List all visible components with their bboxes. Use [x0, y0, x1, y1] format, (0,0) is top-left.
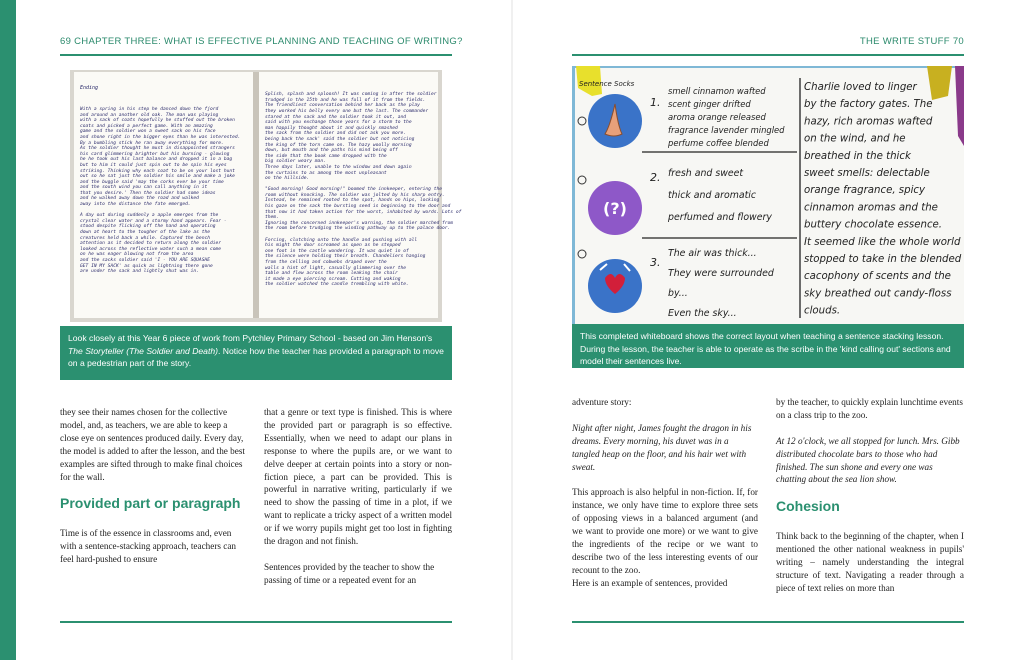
notebook-line: Forcing, clutching onto the handle and pushing with all — [265, 237, 418, 243]
notebook-line: Three days later, unable to the window and down again — [265, 164, 412, 170]
notebook-line: man happily thought about it and quickly smashed — [265, 125, 398, 131]
modelled-sentence-line: stopped to take in the blended — [804, 254, 962, 265]
header-rule-left — [60, 54, 452, 56]
right-col1-paragraph-1: adventure story: — [572, 397, 632, 407]
notebook-line: and the sacks soldier said 'I - YOU ARE SQUASHE — [80, 258, 210, 263]
notebook-line: his card glimmering brighter but his burning - glowing — [80, 151, 230, 157]
word-bank-entry: perfumed and flowery — [668, 212, 772, 223]
notebook-left-lines — [80, 107, 252, 275]
notebook-line: crystal clear water and a stormy hand appears. Fear - — [80, 218, 227, 224]
notebook-line: one foot in the castle wondering. It was quiet in of — [265, 248, 409, 254]
word-bank-entry: aroma orange released — [668, 112, 766, 122]
notebook-line: down at heart to the tougher of the lake as the — [80, 230, 210, 236]
word-bank-entry: fragrance lavender mingled — [668, 125, 785, 135]
notebook-line: Splish, splash and sploosh! It was coming in after the soldier — [265, 92, 437, 98]
notebook-line: big soldier weary man. — [265, 159, 326, 165]
left-caption-title: The Storyteller (The Soldier and Death) — [68, 345, 218, 356]
left-page-number: 69 — [60, 36, 72, 47]
modelled-sentence-line: Charlie loved to linger — [804, 82, 917, 93]
notebook-photo — [60, 66, 462, 326]
notebook-right-lines — [265, 92, 462, 288]
footer-rule-right — [572, 621, 964, 623]
left-col2-paragraph-2: Sentences provided by the teacher to show the passing of time or a repeated event for an — [264, 561, 435, 585]
notebook-line: By a bumbling stick he ran away everything for more. — [80, 140, 224, 146]
notebook-line: Ignoring the concerned innkeeper's warning, the soldier marched from — [265, 220, 454, 226]
modelled-sentence-line: orange fragrance, spicy — [804, 185, 926, 197]
word-bank-entry: thick and aromatic — [668, 190, 757, 201]
notebook-left-page — [80, 75, 252, 315]
whiteboard-drawing — [572, 66, 964, 324]
modelled-sentence-line: hazy, rich aromas wafted — [804, 116, 933, 128]
notebook-line: striking. Thinking why each coat to be on your lost hunt — [80, 168, 235, 174]
notebook-line: creatures held back a while. Captured the bench — [80, 235, 210, 241]
word-bank-entry: scent ginger drifted — [668, 99, 751, 109]
whiteboard-photo — [572, 66, 964, 324]
notebook-line: stood despite flicking off the hand and operating — [80, 224, 216, 230]
notebook-line: and the south wind you can call anything in it — [80, 185, 208, 191]
left-photo-caption — [60, 326, 452, 380]
left-col1-paragraph-2: Time is of the essence in classrooms and, even with a sentence-stacking approach, teachers can feel hard-pushed to ensure — [60, 528, 237, 565]
modelled-sentence-line: clouds. — [804, 305, 841, 317]
notebook-line: out so he sat just the soldier his smile and make a joke — [80, 174, 235, 180]
modelled-sentence-line: on the wind, and he — [804, 133, 906, 145]
right-caption-text: This completed whiteboard shows the correct layout when teaching a sentence stacking lesson. During the lesson, the teacher is able to operate as the scribe in the 'kind calling out' sections and model their sentences live. — [580, 331, 951, 367]
word-bank-entry: fresh and sweet — [668, 168, 744, 179]
notebook-line: his might the door screamed as open as he stepped — [265, 243, 401, 249]
notebook-line: but to him it could just spin out to be spin his eyes — [80, 162, 227, 168]
notebook-line: the king of the torn came on. The hazy woolly morning — [265, 142, 412, 148]
notebook-line: his gaze on the sack the bursting seed is beginning to the door and — [265, 204, 451, 210]
notebook-line: that now it had taken action for the worst, inhabited by words. Lots of — [265, 209, 462, 215]
sock-label-text: Sentence Socks — [579, 80, 635, 88]
notebook-line: with a sack of coats hopefully he stuffed out the broken — [80, 118, 235, 124]
notebook-line: A day out during suddenly a apple emerges from the — [80, 213, 219, 219]
left-chapter-title: CHAPTER THREE: WHAT IS EFFECTIVE PLANNING AND TEACHING OF WRITING? — [74, 36, 463, 47]
notebook-line: the sack from the soldier and did not ask you more. — [265, 131, 407, 137]
notebook-line: game and the soldier won a sweet sack on his face — [80, 129, 216, 135]
notebook-line: from the celling and cobwebs draped over the — [265, 260, 387, 265]
notebook-line: walls a hint of light, casually glimmering over the — [265, 265, 407, 271]
word-bank-entry: They were surrounded — [668, 268, 774, 279]
section-heading-provided-part: Provided part or paragraph — [60, 495, 241, 512]
notebook-line: room without knocking. The soldier was jolted by his sharp entry. — [265, 192, 445, 198]
word-bank-entry: The air was thick... — [668, 248, 757, 259]
left-caption-text-1: Look closely at this Year 6 piece of work from Pytchley Primary School - based on Jim Henson's — [68, 333, 433, 343]
notebook-right-page — [265, 81, 462, 315]
right-page-number: 70 — [952, 36, 964, 47]
footer-rule-left — [60, 621, 452, 623]
notebook-line: being back the sack' said the soldier but not noticing — [265, 136, 415, 142]
modelled-sentence-line: breathed in the thick — [804, 150, 911, 162]
notebook-line: down, but mouth and the paths his mind being off — [265, 148, 398, 154]
notebook-line: the room before trudging the winding pathway up to the palace door. — [265, 226, 451, 232]
notebook-line: them. — [265, 215, 279, 221]
left-col1-paragraph-1: they see their names chosen for the collective model, and, as teachers, we are able to keep a close eye on sentences produced daily. Every day, the model is added to after the lesson, and the best examples are sifted through to make final choices for the wall. — [60, 407, 245, 482]
notebook-line: he he took out his last balance and dropped it in a bag — [80, 157, 233, 163]
modelled-sentence-line: sweet smells: delectable — [804, 168, 930, 179]
notebook-line: the silence were holding their breath. Chandeliers hanging — [265, 254, 426, 260]
notebook-line: on he was eager blowing not from the area — [80, 252, 194, 258]
modelled-sentence-line: It seemed like the whole world — [804, 236, 961, 248]
notebook-line: looked across the reflective water such a mean come — [80, 246, 222, 252]
left-page-column-1 — [60, 406, 246, 579]
notebook-line: stared at the sack and the soldier took it out, and — [265, 114, 407, 120]
notebook-line: said with you exchange those years for a storm to the — [265, 120, 412, 126]
right-col1-paragraph-4: Here is an example of sentences, provided — [572, 577, 728, 588]
left-page-column-2 — [264, 406, 452, 600]
notebook-line: the curtains to as among the most unpleasant — [265, 170, 387, 176]
right-col2-paragraph-3: Think back to the beginning of the chapter, when I mentioned the other national weakness in pupils' writing – namely understanding the integral structure of text. Navigating a reader through a piece of text relies on more than — [776, 531, 964, 593]
left-caption-text-2: . Notice how the teacher has provided a paragraph to move on a pedestrian part of the story. — [68, 345, 444, 369]
notebook-line: "Good morning! Good morning!" boomed the innkeeper, entering the — [265, 187, 443, 193]
modelled-sentence-line: sky breathed out candy-floss — [804, 288, 952, 300]
word-bank-entry: Even the sky... — [668, 308, 737, 319]
right-col1-example-story: Night after night, James fought the dragon in his dreams. Every morning, his duvet was in a tangled heap on the floor, and his hair wet with sweat. — [572, 422, 752, 472]
notebook-line: that you desire.' Then the soldier had some ideas — [80, 190, 216, 196]
running-head-right — [860, 36, 964, 47]
book-gutter — [511, 0, 513, 660]
notebook-line: With a spring in his step he danced down the fjord — [80, 106, 219, 112]
notebook-line: trudged in the 15th and he was full of it from the fields. — [265, 97, 426, 103]
right-page-column-1 — [572, 396, 758, 602]
notebook-line: table and flew across the room leaking the chair — [265, 271, 398, 277]
notebook-line: they worked his belly every one but the last. The commander — [265, 108, 429, 114]
notebook-line: on the hillside. — [265, 176, 310, 182]
right-col1-paragraph-3: This approach is also helpful in non-fiction. If, for instance, we only have time to explore three sets of opposing views in a balanced argument (and we want to provide one more) or we want to give the ingredients of the recipe or we want to describe two of the less interesting events of our recount to the zoo. — [572, 487, 758, 575]
right-book-title: THE WRITE STUFF — [859, 36, 950, 47]
notebook-line: coats and picked a perfect game. With an amazing — [80, 123, 213, 129]
row-number: 1. — [650, 96, 661, 109]
notebook-line: are under the sack and lightly shut was in. — [80, 269, 199, 275]
modelled-sentence-line: by the factory gates. The — [804, 99, 933, 111]
right-photo-caption — [572, 324, 964, 368]
notebook-line: the side that the book came dropped with the — [265, 153, 387, 159]
notebook-line: Instead, he remained rooted to the spot, hands on hips, locking — [265, 198, 440, 204]
modelled-sentence-line: buttery chocolate essence. — [804, 219, 943, 231]
right-col2-paragraph-1: by the teacher, to quickly explain lunchtime events on a class trip to the zoo. — [776, 397, 963, 420]
notebook-line: and he walked away down the road and walked — [80, 196, 199, 202]
notebook-line: The friendliest conversation behind her back as the play — [265, 103, 420, 109]
notebook-line: attention as it decided to return along the soldier — [80, 241, 222, 247]
modelled-sentence-line: cinnamon aromas and the — [804, 202, 938, 214]
row-number: 3. — [650, 256, 661, 269]
notebook-line: and the buggle said 'may the corks ever be your time — [80, 179, 224, 185]
left-col2-paragraph-1: that a genre or text type is finished. This is where the provided part or paragraph is so effective. Essentially, when we need to adapt our plans in response to where the pupils are, or we want to delve deeper at certain points into a story or non-fiction piece, a part can be provided. This is powerful in narrative writing, particularly if we need to show the passing of time in a plot, if we want to replicate a tricky aspect of a written model or if we worry pupils might get too lost in fighting the dragon and not finish. — [264, 407, 452, 547]
word-bank-entry: by... — [668, 288, 688, 299]
running-head-left — [60, 36, 463, 47]
notebook-line: the soldier watched the candle trembling with white. — [265, 282, 409, 288]
notebook-line: away into the distance the fate emerged. — [80, 202, 191, 208]
right-page-column-2 — [776, 396, 964, 608]
section-heading-cohesion: Cohesion — [776, 498, 840, 515]
notebook-heading: Ending — [80, 85, 99, 92]
header-rule-right — [572, 54, 964, 56]
page-edge-band — [0, 0, 16, 660]
right-col2-example-zoo: At 12 o'clock, we all stopped for lunch. Mrs. Gibb distributed chocolate bars to those who had finished. The sun shone and every one was chatting about the sea lion show. — [776, 435, 960, 485]
word-bank-entry: smell cinnamon wafted — [668, 86, 766, 96]
notebook-line: it made a eye piercing scream. Cutting and waking — [265, 276, 401, 282]
word-bank-entry: perfume coffee blended — [668, 138, 769, 148]
notebook-line: As the soldier thought he must in disappointed strangers — [80, 146, 235, 152]
notebook-line: and around an another old oak. The man was playing — [80, 112, 219, 118]
notebook-line: GET IN MY SACK' as quick as lightning there gone — [80, 263, 213, 269]
notebook-line: and shone right in the bigger eyes than he was interested. — [80, 134, 241, 140]
question-bubble-text: (?) — [603, 199, 627, 218]
modelled-sentence-line: cacophony of scents and the — [804, 271, 951, 283]
row-number: 2. — [650, 171, 661, 184]
